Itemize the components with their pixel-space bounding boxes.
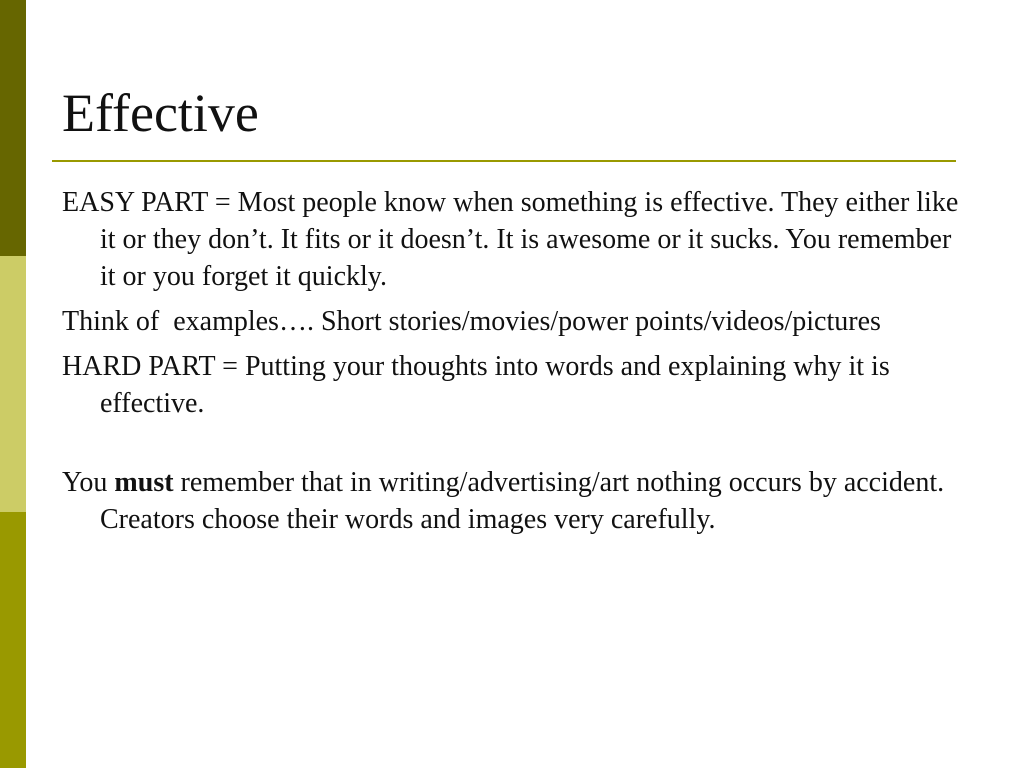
paragraph-hard-part: HARD PART = Putting your thoughts into words and explaining why it is effective. <box>62 351 890 419</box>
must-remember-lead: You <box>62 467 115 498</box>
slide-body <box>62 184 972 546</box>
must-emphasis: must <box>114 467 174 498</box>
must-remember-rest: remember that in writing/advertising/art nothing occurs by accident. Creators choose their words and images very carefully. <box>100 467 945 535</box>
paragraph-examples: Think of examples…. Short stories/movies/power points/videos/pictures <box>62 306 881 337</box>
paragraph-must-remember <box>62 464 972 538</box>
paragraph-easy-part: EASY PART = Most people know when something is effective. They either like it or they don’t. It fits or it doesn’t. It is awesome or it sucks. You remember it or you forget it quickly. <box>62 187 959 292</box>
slide-title: Effective <box>62 83 259 143</box>
title-divider <box>52 160 956 162</box>
side-bar-middle <box>0 256 26 512</box>
side-bar-bottom <box>0 512 26 768</box>
paragraph-spacer <box>62 430 972 464</box>
side-bar-top <box>0 0 26 256</box>
